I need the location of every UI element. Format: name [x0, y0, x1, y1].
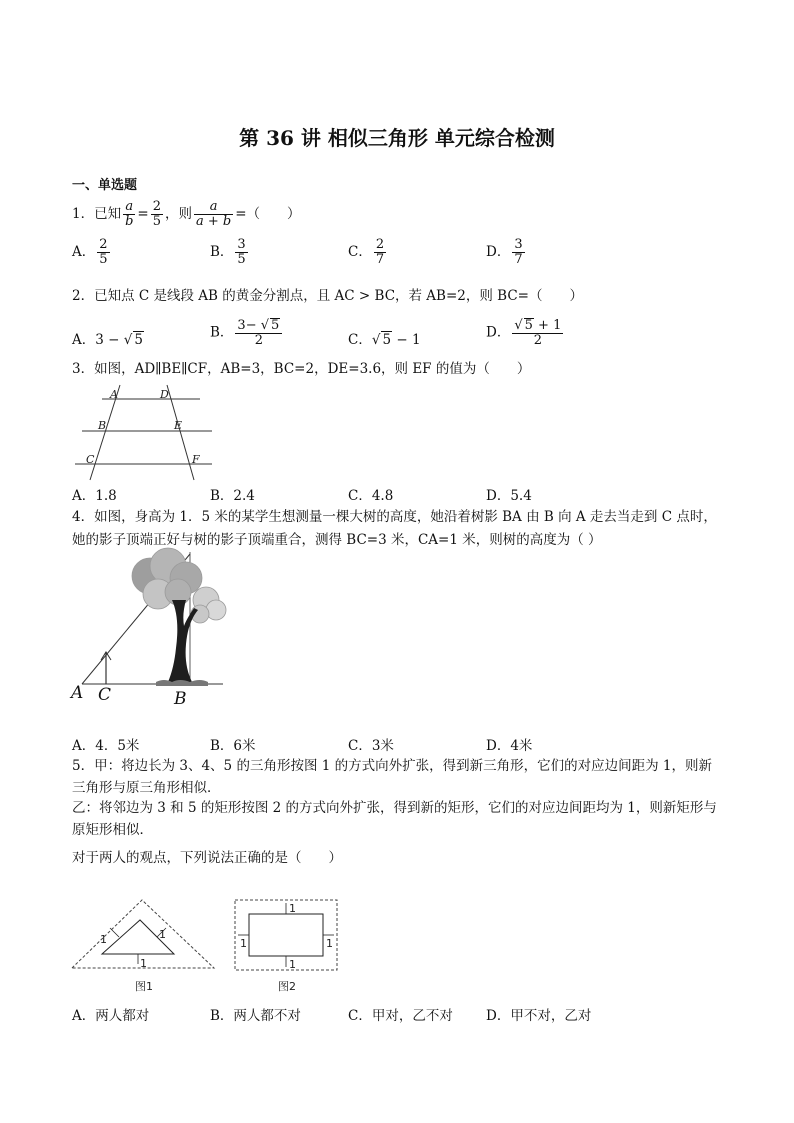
- q1-number: 1．已知: [72, 206, 122, 222]
- q4-tree-shadow-figure: [68, 548, 238, 708]
- q1-option-d[interactable]: D． $\frac{3}{7}$: [486, 237, 523, 267]
- gap-label-left: 1: [240, 937, 247, 950]
- q5-option-a[interactable]: A．两人都对: [72, 1008, 150, 1024]
- question-1: 1．已知 $\frac{a}{b}$ = $\frac{2}{5}$ ，则 $\frac{a}{a + b}$ =（ ）: [72, 199, 301, 229]
- q3-parallel-lines-figure: [72, 385, 222, 480]
- gap-label-top: 1: [289, 902, 296, 915]
- q1-option-b[interactable]: B． $\frac{3}{5}$: [210, 237, 246, 267]
- q4-option-b[interactable]: B．6米: [210, 738, 256, 754]
- question-5-line-2: 三角形与原三角形相似．: [72, 780, 221, 796]
- question-3: 3．如图，AD∥BE∥CF，AB=3，BC=2，DE=3.6，则 EF 的值为（ ）: [72, 361, 531, 377]
- q4-option-d[interactable]: D．4米: [486, 738, 533, 754]
- label-d: D: [160, 388, 169, 401]
- question-5-line-3: 乙：将邻边为 3 和 5 的矩形按图 2 的方式向外扩张，得到新的矩形，它们的对应边间距均为 1，则新矩形与: [72, 800, 717, 816]
- q1-given-fraction: $\frac{2}{5}$: [152, 199, 162, 229]
- q1-option-a[interactable]: A． $\frac{2}{5}$: [72, 237, 108, 267]
- label-a: A: [110, 388, 118, 401]
- gap-label-left: 1: [100, 933, 107, 946]
- q5-figure-2-rectangle: [234, 900, 340, 996]
- gap-label-bottom: 1: [140, 957, 147, 970]
- fig1-caption: 图1: [135, 980, 153, 993]
- q3-option-a[interactable]: A．1.8: [72, 488, 117, 504]
- label-b: B: [98, 419, 107, 432]
- label-c: C: [98, 685, 112, 705]
- q4-option-c[interactable]: C．3米: [348, 738, 394, 754]
- q3-option-d[interactable]: D．5.4: [486, 488, 532, 504]
- question-2: 2．已知点 C 是线段 AB 的黄金分割点，且 AC > BC，若 AB=2，则 BC=（ ）: [72, 288, 583, 304]
- label-e: E: [174, 419, 183, 432]
- q1-option-c[interactable]: C． $\frac{2}{7}$: [348, 237, 385, 267]
- original-rectangle: [249, 914, 323, 956]
- q5-option-d[interactable]: D．甲不对，乙对: [486, 1008, 592, 1024]
- label-c: C: [86, 453, 95, 466]
- fig2-caption: 图2: [278, 980, 296, 993]
- q3-option-b[interactable]: B．2.4: [210, 488, 255, 504]
- q2-option-b[interactable]: B． $\frac{3- √ 5}{2}$: [210, 318, 284, 348]
- section-heading: 一、单选题: [72, 178, 138, 193]
- question-5-line-5: 对于两人的观点，下列说法正确的是（ ）: [72, 850, 342, 866]
- q5-option-b[interactable]: B．两人都不对: [210, 1008, 301, 1024]
- question-4-line-1: 4．如图，身高为 1．5 米的某学生想测量一棵大树的高度，她沿着树影 BA 由 B 向 A 走去当走到 C 点时，: [72, 509, 717, 525]
- page-title: 第 36 讲 相似三角形 单元综合检测: [239, 126, 555, 150]
- question-5-line-1: 5．甲：将边长为 3、4、5 的三角形按图 1 的方式向外扩张，得到新三角形，它们的对应边间距为 1，则新: [72, 758, 712, 774]
- label-f: F: [192, 453, 200, 466]
- q4-option-a[interactable]: A．4．5米: [72, 738, 140, 754]
- gap-label-bottom: 1: [289, 958, 296, 971]
- q2-option-d[interactable]: D． $\frac{√ 5 + 1}{2}$: [486, 318, 562, 348]
- label-b: B: [174, 689, 187, 709]
- tree-trunk: [168, 600, 198, 682]
- question-4-line-2: 她的影子顶端正好与树的影子顶端重合，测得 BC=3 米，CA=1 米，则树的高度为（ ）: [72, 532, 602, 548]
- q3-option-c[interactable]: C．4.8: [348, 488, 394, 504]
- gap-label-right: 1: [159, 928, 166, 941]
- q1-ask-fraction: $\frac{a}{a + b}$: [196, 199, 232, 229]
- q5-figure-1-triangle: [72, 898, 217, 998]
- q2-option-c[interactable]: C．√ 5 − 1: [348, 332, 421, 348]
- gap-label-right: 1: [326, 937, 333, 950]
- q2-option-a[interactable]: A．3 − √ 5: [72, 332, 143, 348]
- q5-option-c[interactable]: C．甲对，乙不对: [348, 1008, 453, 1024]
- q1-condition-fraction: $\frac{a}{b}$: [125, 199, 134, 229]
- question-5-line-4: 原矩形相似．: [72, 822, 153, 838]
- label-a: A: [71, 683, 84, 703]
